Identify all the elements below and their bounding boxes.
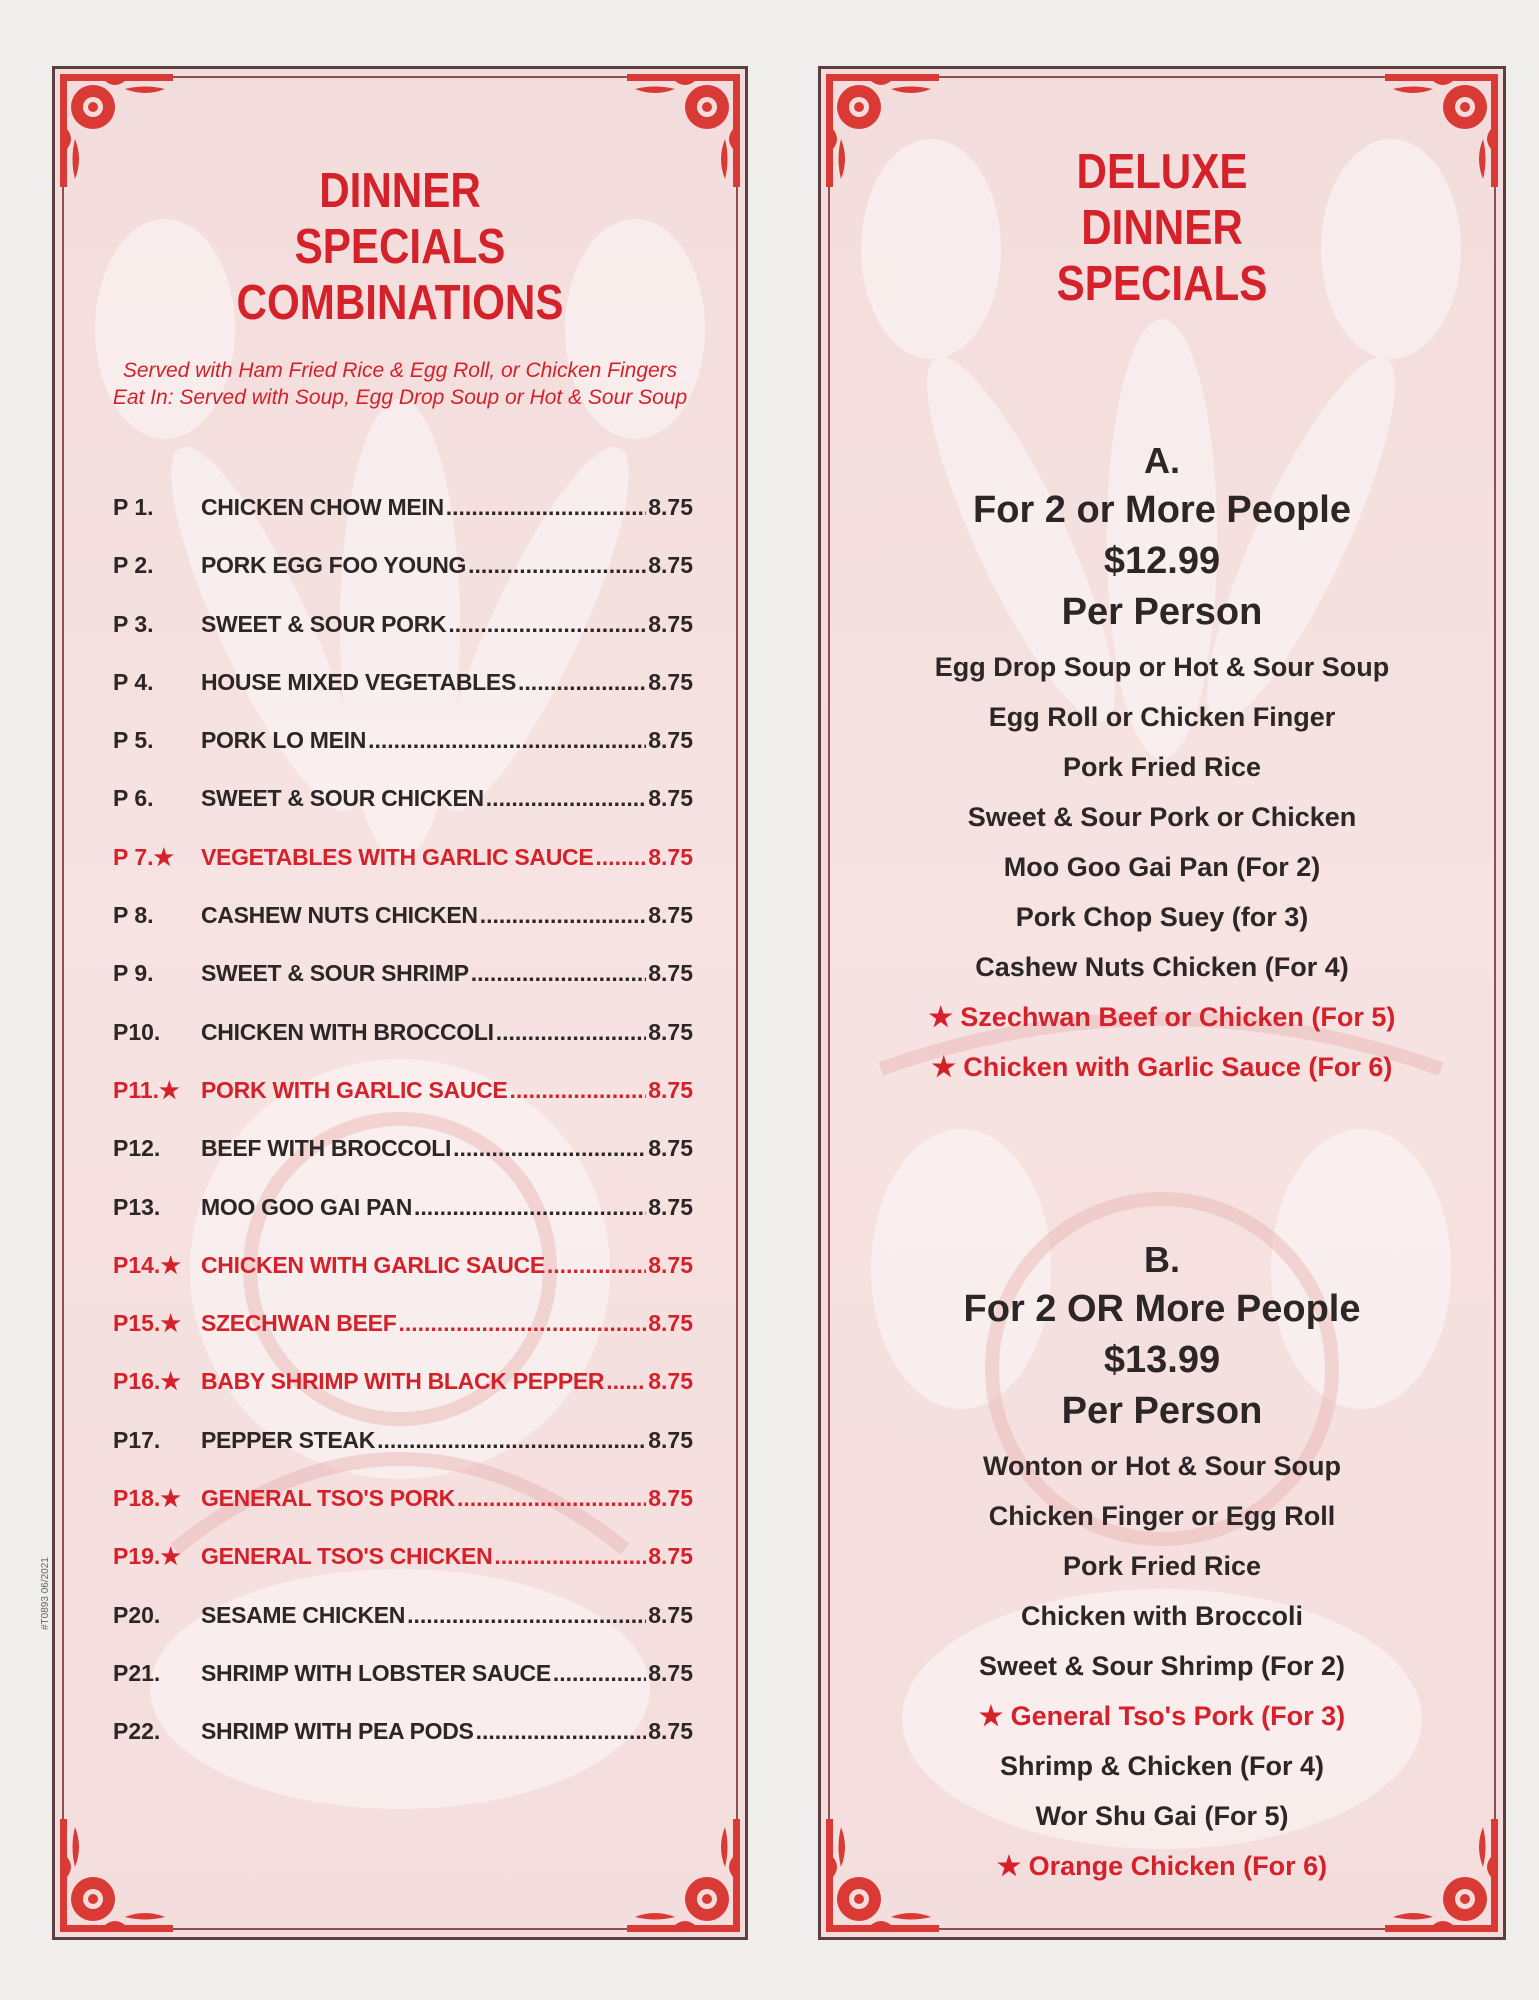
menu-item: [113, 1660, 693, 1718]
course-item: Egg Drop Soup or Hot & Sour Soup: [934, 652, 1390, 682]
deluxe-specials-panel: [818, 66, 1506, 1940]
item-name: GENERAL TSO'S PORK: [201, 1485, 455, 1512]
menu-item: [113, 1019, 693, 1077]
item-price: 8.75: [648, 1368, 693, 1395]
item-name: SESAME CHICKEN: [201, 1601, 406, 1628]
item-code: P 9.: [113, 960, 154, 987]
item-price: 8.75: [648, 552, 693, 579]
item-code: P 3.: [113, 610, 154, 637]
course-item: Wonton or Hot & Sour Soup: [983, 1451, 1341, 1481]
leader-dots: [407, 1602, 646, 1629]
item-code: P11.★: [113, 1076, 180, 1103]
item-name: CHICKEN WITH GARLIC SAUCE: [201, 1251, 545, 1278]
course-item: Sweet & Sour Shrimp (For 2): [978, 1651, 1346, 1681]
item-name: BABY SHRIMP WITH BLACK PEPPER: [201, 1368, 605, 1395]
item-code: P13.: [113, 1193, 161, 1220]
course-item: Chicken Finger or Egg Roll: [988, 1501, 1336, 1531]
menu-item: [113, 960, 693, 1018]
leader-dots: [480, 902, 647, 929]
course-item: ★ Szechwan Beef or Chicken (For 5): [928, 1002, 1396, 1032]
menu-item-list: [113, 494, 693, 1777]
item-name: VEGETABLES WITH GARLIC SAUCE: [201, 843, 594, 870]
item-price: 8.75: [648, 902, 693, 929]
item-code: P22.: [113, 1718, 161, 1745]
item-name: SHRIMP WITH LOBSTER SAUCE: [201, 1659, 551, 1686]
item-price: 8.75: [648, 843, 693, 870]
item-name: BEEF WITH BROCCOLI: [201, 1135, 452, 1162]
leader-dots: [476, 1718, 647, 1745]
item-name: SWEET & SOUR CHICKEN: [201, 785, 484, 812]
course-item: Moo Goo Gai Pan (For 2): [1003, 852, 1321, 882]
print-code: #T0893 06/2021: [40, 1557, 51, 1630]
item-price: 8.75: [648, 1601, 693, 1628]
leader-dots: [486, 785, 646, 812]
section-letter: B.: [1144, 1239, 1180, 1280]
leader-dots: [553, 1660, 646, 1687]
course-item: Egg Roll or Chicken Finger: [988, 702, 1336, 732]
section-letter: A.: [1144, 440, 1180, 481]
course-item: Sweet & Sour Pork or Chicken: [967, 802, 1357, 832]
item-code: P10.: [113, 1018, 161, 1045]
item-name: CASHEW NUTS CHICKEN: [201, 902, 478, 929]
item-code: P 2.: [113, 552, 154, 579]
title-line: DINNER: [319, 164, 481, 218]
title-line: COMBINATIONS: [236, 276, 564, 330]
item-code: P14.★: [113, 1251, 181, 1278]
special-b: [821, 1236, 1503, 1891]
served-with-note: [55, 357, 745, 411]
leader-dots: [547, 1252, 646, 1279]
item-code: P18.★: [113, 1485, 181, 1512]
item-name: SZECHWAN BEEF: [201, 1310, 397, 1337]
item-name: PEPPER STEAK: [201, 1426, 376, 1453]
leader-dots: [468, 552, 646, 579]
leader-dots: [606, 1368, 646, 1395]
note-line: Served with Ham Fried Rice & Egg Roll, or Chicken Fingers: [122, 359, 678, 382]
menu-item: [113, 1368, 693, 1426]
per-person-label: Per Person: [1061, 591, 1263, 633]
item-name: PORK EGG FOO YOUNG: [201, 552, 467, 579]
dinner-specials-panel: [52, 66, 748, 1940]
item-price: 8.75: [648, 1310, 693, 1337]
item-name: SWEET & SOUR SHRIMP: [201, 960, 469, 987]
item-name: MOO GOO GAI PAN: [201, 1193, 413, 1220]
title-line: SPECIALS: [294, 220, 506, 274]
leader-dots: [368, 727, 646, 754]
item-code: P21.: [113, 1659, 161, 1686]
menu-item: [113, 1485, 693, 1543]
item-code: P 4.: [113, 668, 154, 695]
item-name: PORK WITH GARLIC SAUCE: [201, 1076, 508, 1103]
menu-item: [113, 785, 693, 843]
item-price: 8.75: [648, 1018, 693, 1045]
menu-item: [113, 1427, 693, 1485]
menu-item: [113, 494, 693, 552]
menu-item: [113, 1543, 693, 1601]
menu-item: [113, 611, 693, 669]
special-a: [821, 437, 1503, 1092]
item-price: 8.75: [648, 785, 693, 812]
item-code: P19.★: [113, 1543, 181, 1570]
party-size: For 2 or More People: [973, 489, 1351, 531]
corner-ornament-icon: [625, 1817, 745, 1937]
item-price: 8.75: [648, 1251, 693, 1278]
item-code: P15.★: [113, 1310, 181, 1337]
menu-item: [113, 844, 693, 902]
item-price: 8.75: [648, 727, 693, 754]
per-person-price: $12.99: [1103, 540, 1221, 582]
item-price: 8.75: [648, 494, 693, 520]
course-list: [821, 1441, 1503, 1891]
item-name: SHRIMP WITH PEA PODS: [201, 1718, 474, 1745]
menu-item: [113, 1077, 693, 1135]
menu-item: [113, 902, 693, 960]
leader-dots: [496, 1019, 647, 1046]
item-code: P 5.: [113, 727, 154, 754]
item-name: HOUSE MIXED VEGETABLES: [201, 668, 517, 695]
item-code: P 7.★: [113, 843, 175, 870]
item-name: GENERAL TSO'S CHICKEN: [201, 1543, 493, 1570]
leader-dots: [509, 1077, 646, 1104]
item-name: SWEET & SOUR PORK: [201, 610, 447, 637]
item-code: P12.: [113, 1135, 161, 1162]
item-name: PORK LO MEIN: [201, 727, 367, 754]
panel-title: [103, 163, 696, 331]
leader-dots: [398, 1310, 646, 1337]
leader-dots: [457, 1485, 646, 1512]
course-item: Chicken with Broccoli: [1020, 1601, 1304, 1631]
item-price: 8.75: [648, 1543, 693, 1570]
course-item: Pork Fried Rice: [1062, 1551, 1262, 1581]
menu-item: [113, 669, 693, 727]
title-line: SPECIALS: [1056, 257, 1268, 311]
leader-dots: [448, 611, 646, 638]
item-price: 8.75: [648, 1485, 693, 1512]
menu-item: [113, 1718, 693, 1776]
item-code: P17.: [113, 1426, 161, 1453]
menu-item: [113, 1252, 693, 1310]
menu-item: [113, 1310, 693, 1368]
leader-dots: [595, 844, 646, 871]
item-price: 8.75: [648, 1718, 693, 1745]
title-line: DINNER: [1081, 201, 1243, 255]
item-code: P 6.: [113, 785, 154, 812]
menu-item: [113, 1194, 693, 1252]
course-item: ★ Orange Chicken (For 6): [996, 1851, 1328, 1881]
item-code: P 1.: [113, 494, 154, 520]
leader-dots: [494, 1543, 646, 1570]
per-person-label: Per Person: [1061, 1390, 1263, 1432]
leader-dots: [453, 1135, 646, 1162]
course-item: Pork Chop Suey (for 3): [1015, 902, 1309, 932]
item-price: 8.75: [648, 1193, 693, 1220]
item-price: 8.75: [648, 610, 693, 637]
party-size: For 2 OR More People: [963, 1288, 1361, 1330]
menu-item: [113, 552, 693, 610]
course-item: Shrimp & Chicken (For 4): [999, 1751, 1325, 1781]
item-code: P20.: [113, 1601, 161, 1628]
leader-dots: [518, 669, 646, 696]
leader-dots: [446, 494, 646, 521]
item-price: 8.75: [648, 1135, 693, 1162]
item-code: P 8.: [113, 902, 154, 929]
course-item: ★ General Tso's Pork (For 3): [978, 1701, 1346, 1731]
course-item: Cashew Nuts Chicken (For 4): [975, 952, 1349, 982]
item-price: 8.75: [648, 1426, 693, 1453]
title-line: DELUXE: [1076, 145, 1248, 199]
menu-item: [113, 1135, 693, 1193]
leader-dots: [471, 960, 646, 987]
per-person-price: $13.99: [1103, 1339, 1221, 1381]
course-list: [821, 642, 1503, 1092]
note-line: Eat In: Served with Soup, Egg Drop Soup or Hot & Sour Soup: [112, 386, 688, 409]
menu-item: [113, 1602, 693, 1660]
item-name: CHICKEN CHOW MEIN: [201, 494, 444, 520]
course-item: ★ Chicken with Garlic Sauce (For 6): [931, 1052, 1393, 1082]
corner-ornament-icon: [55, 1817, 175, 1937]
course-item: Wor Shu Gai (For 5): [1035, 1801, 1289, 1831]
course-item: Pork Fried Rice: [1062, 752, 1262, 782]
item-name: CHICKEN WITH BROCCOLI: [201, 1018, 494, 1045]
item-code: P16.★: [113, 1368, 181, 1395]
menu-item: [113, 727, 693, 785]
leader-dots: [377, 1427, 646, 1454]
item-price: 8.75: [648, 960, 693, 987]
leader-dots: [414, 1194, 646, 1221]
item-price: 8.75: [648, 668, 693, 695]
panel-title: [869, 144, 1456, 312]
item-price: 8.75: [648, 1659, 693, 1686]
item-price: 8.75: [648, 1076, 693, 1103]
